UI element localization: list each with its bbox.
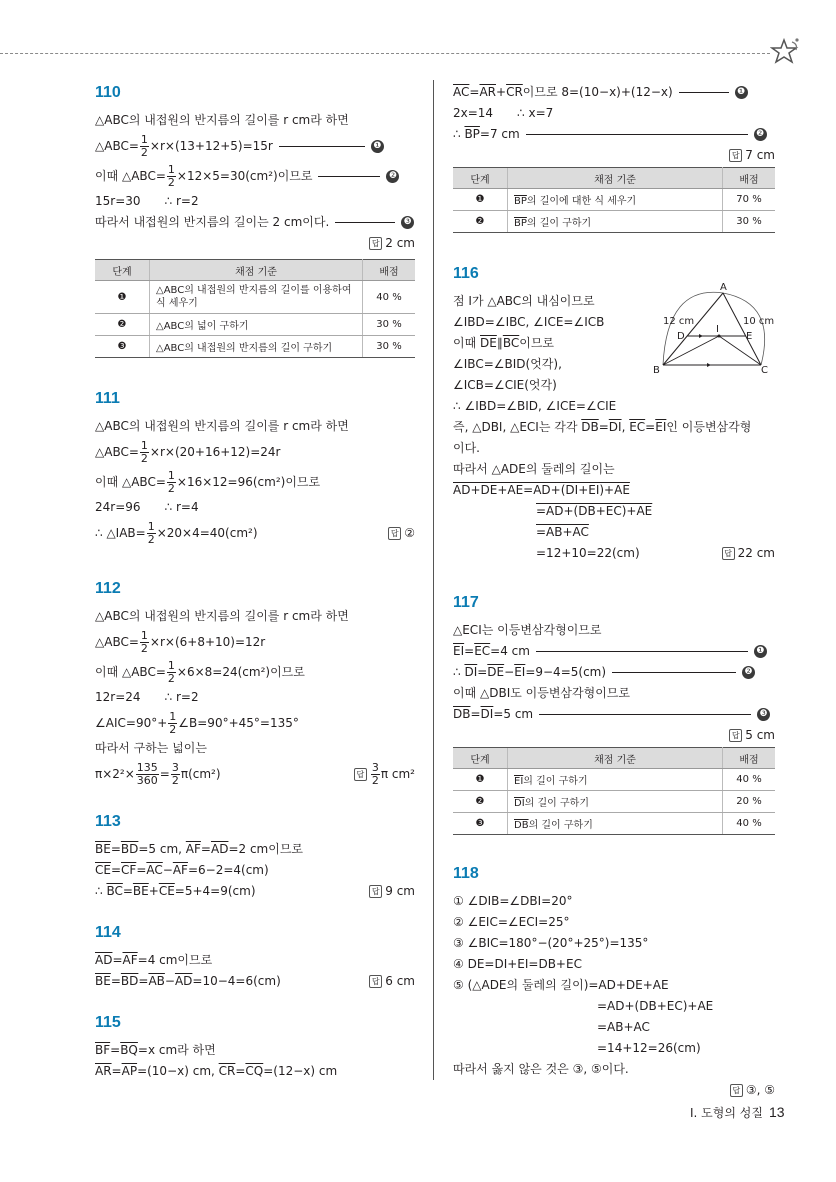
solution-line: 이때 $\overline{DE}\parallel\overline{BC}$이므로 xyxy=(453,336,555,350)
problem-number: 117 xyxy=(453,594,479,611)
solution-line: $\overline{EI}=\overline{EC}=4$ cm ❶ xyxy=(453,641,775,662)
segment-bi xyxy=(663,336,719,365)
solution-line: 따라서 구하는 넓이는 xyxy=(95,741,207,755)
page-number: 13 xyxy=(768,1104,785,1120)
solution-line: 24r=96 ∴ r=4 xyxy=(95,500,199,514)
problem-111 xyxy=(95,388,415,548)
solution-line: ∠AIC=90°+ $\frac{1}{2}$ ∠B=90°+45°=135° xyxy=(95,710,299,736)
table-row: ❶ $\overline{EI}$의 길이 구하기 40 % xyxy=(453,769,775,791)
column-divider xyxy=(433,80,434,1080)
label-d: D xyxy=(677,331,685,342)
solution-line: ③ ∠BIC=180°−(20°+25°)=135° xyxy=(453,936,649,950)
solution-line: =12+10=22(cm) 답 22 cm xyxy=(453,543,775,564)
grading-table: 단계 채점 기준 배점 ❶ △ABC의 내접원의 반지름의 길이를 이용하여 식 세우기 40 % ❷ △ABC의 넓이 구하기 30 % ❸ △ABC의 내접원의 반지름의 길이 구하기 30 % xyxy=(95,259,415,358)
fraction: $\frac{1}{2}$ xyxy=(167,163,175,189)
solution-line: AD+DE+AE=AD+(DI+EI)+AE xyxy=(453,483,630,497)
step-marker: ❸ xyxy=(757,708,770,721)
problem-115-continued xyxy=(453,82,775,233)
answer: 답 2 cm xyxy=(95,233,415,253)
table-row: ❶ △ABC의 내접원의 반지름의 길이를 이용하여 식 세우기 40 % xyxy=(95,281,415,314)
solution-line: $\overline{CE}=\overline{CF}=\overline{AC}-\overline{AF}=6-2=4(cm)$ xyxy=(95,863,269,877)
label-i: I xyxy=(716,324,719,335)
table-row: ❷ △ABC의 넓이 구하기 30 % xyxy=(95,314,415,336)
left-column xyxy=(95,82,415,1082)
solution-line: ∴ △IAB= $\frac{1}{2}$ ×20×4=40(cm²) 답 ② xyxy=(95,520,415,546)
answer-icon: 답 xyxy=(354,768,367,781)
solution-line: $\overline{AD}=\overline{AF}=4$ cm이므로 xyxy=(95,953,213,967)
answer-icon: 답 xyxy=(388,527,401,540)
problem-number: 110 xyxy=(95,84,121,101)
leader-line xyxy=(539,714,751,715)
table-row: ❸ △ABC의 내접원의 반지름의 길이 구하기 30 % xyxy=(95,336,415,358)
solution-line: 따라서 △ADE의 둘레의 길이는 xyxy=(453,462,615,476)
solution-line: $\overline{DB}=\overline{DI}=5$ cm ❸ xyxy=(453,704,775,725)
solution-line: ② ∠EIC=∠ECI=25° xyxy=(453,915,570,929)
solution-line: ④ DE=DI+EI=DB+EC xyxy=(453,957,582,971)
right-column xyxy=(453,82,775,1100)
problem-number: 112 xyxy=(95,580,121,597)
label-ab-length: 12 cm xyxy=(663,316,695,327)
step-marker: ❷ xyxy=(742,666,755,679)
solution-line: ∠ICB=∠CIE(엇각) xyxy=(453,378,557,392)
solution-line: $\overline{BE}=\overline{BD}=\overline{AB}-\overline{AD}=10-4=6(cm)$ 답 6 cm xyxy=(95,971,415,992)
table-row: ❶ $\overline{BP}$의 길이에 대한 식 세우기 70 % xyxy=(453,189,775,211)
solution-line: △ABC의 내접원의 반지름의 길이를 r cm라 하면 xyxy=(95,609,349,623)
answer-icon: 답 xyxy=(730,1084,743,1097)
answer: 답 7 cm xyxy=(453,145,775,165)
solution-line: 이때 △ABC= $\frac{1}{2}$ ×6×8=24(cm²)이므로 xyxy=(95,659,305,685)
solution-line: ∠IBD=∠IBC, ∠ICE=∠ICB xyxy=(453,315,605,329)
solution-line: =14+12=26(cm) xyxy=(597,1041,701,1055)
label-e: E xyxy=(746,331,753,342)
leader-line xyxy=(679,92,729,93)
step-marker: ❶ xyxy=(735,86,748,99)
chapter-label: Ⅰ. 도형의 성질 xyxy=(690,1106,763,1120)
problem-number: 116 xyxy=(453,265,479,282)
circumcircle-arc xyxy=(663,292,765,365)
leader-line xyxy=(536,651,748,652)
answer-icon: 답 xyxy=(369,237,382,250)
step-marker: ❶ xyxy=(371,140,384,153)
table-row: ❷ $\overline{DI}$의 길이 구하기 20 % xyxy=(453,791,775,813)
fraction: $\frac{3}{2}$ xyxy=(371,761,379,787)
page-footer xyxy=(690,1104,785,1121)
leader-line xyxy=(612,672,736,673)
solution-line: ∴ $\overline{BC}=\overline{BE}+\overline{CE}=5+4=9(cm)$ 답 9 cm xyxy=(95,881,415,902)
solution-line: =AD+(DB+EC)+AE xyxy=(597,999,714,1013)
table-row: ❷ $\overline{BP}$의 길이 구하기 30 % xyxy=(453,211,775,233)
triangle-figure xyxy=(649,283,777,383)
solution-line: =AB+AC xyxy=(536,525,589,539)
label-ac-length: 10 cm xyxy=(743,316,775,327)
solution-line: =AD+(DB+EC)+AE xyxy=(536,504,653,518)
step-marker: ❶ xyxy=(754,645,767,658)
solution-line: 이때 △ABC= $\frac{1}{2}$ ×12×5=30(cm²)이므로 ❷ xyxy=(95,161,415,191)
fraction: $\frac{1}{2}$ xyxy=(140,439,148,465)
answer: 답 9 cm xyxy=(369,881,415,902)
fraction: $\frac{1}{2}$ xyxy=(167,469,175,495)
solution-line: $\overline{AR}=\overline{AP}=(10-x)$ cm, $\overline{CR}=\overline{CQ}=(12-x)$ cm xyxy=(95,1064,338,1078)
top-dashed-rule xyxy=(0,53,770,54)
solution-line: π×2²× $\frac{135}{360}$ = $\frac{3}{2}$ π(cm²) 답 $\frac{3}{2}$ π cm² xyxy=(95,761,415,787)
solution-line: ∴ $\overline{BP}=7$ cm ❷ xyxy=(453,124,775,145)
solution-line: ∴ ∠IBD=∠BID, ∠ICE=∠CIE xyxy=(453,399,617,413)
solution-line: $\overline{BF}=\overline{BQ}=x$ cm라 하면 xyxy=(95,1043,216,1057)
solution-line: ∠IBC=∠BID(엇각), xyxy=(453,357,562,371)
solution-line: △ABC= $\frac{1}{2}$ ×r×(13+12+5)=15r ❶ xyxy=(95,131,415,161)
label-a: A xyxy=(720,283,727,293)
fraction: $\frac{1}{2}$ xyxy=(147,520,155,546)
fraction: $\frac{1}{2}$ xyxy=(167,659,175,685)
answer-icon: 답 xyxy=(369,975,382,988)
problem-number: 111 xyxy=(95,390,120,407)
solution-line: =AB+AC xyxy=(597,1020,650,1034)
table-row: ❸ $\overline{DB}$의 길이 구하기 40 % xyxy=(453,813,775,835)
solution-line: $\overline{BE}=\overline{BD}=5$ cm, $\overline{AF}=\overline{AD}=2$ cm이므로 xyxy=(95,842,304,856)
fraction: $\frac{135}{360}$ xyxy=(136,761,158,787)
solution-line: 따라서 옳지 않은 것은 ③, ⑤이다. xyxy=(453,1062,629,1076)
solution-line: 이때 △ABC= $\frac{1}{2}$ ×16×12=96(cm²)이므로 xyxy=(95,469,321,495)
leader-line xyxy=(335,222,395,223)
fraction: $\frac{1}{2}$ xyxy=(140,629,148,655)
problem-118 xyxy=(453,863,775,1100)
problem-114 xyxy=(95,922,415,992)
step-marker: ❷ xyxy=(386,170,399,183)
problem-number: 113 xyxy=(95,813,121,830)
problem-number: 115 xyxy=(95,1014,121,1031)
segment-ci xyxy=(719,336,761,365)
fraction: $\frac{3}{2}$ xyxy=(171,761,179,787)
solution-line: 12r=24 ∴ r=2 xyxy=(95,690,199,704)
answer: 답 ② xyxy=(388,518,415,548)
solution-line: △ABC의 내접원의 반지름의 길이를 r cm라 하면 xyxy=(95,113,349,127)
leader-line xyxy=(279,146,365,147)
fraction: $\frac{1}{2}$ xyxy=(169,710,177,736)
solution-line: △ABC의 내접원의 반지름의 길이를 r cm라 하면 xyxy=(95,419,349,433)
leader-line xyxy=(318,176,380,177)
step-marker: ❸ xyxy=(401,216,414,229)
answer: 답 ③, ⑤ xyxy=(453,1080,775,1100)
solution-line: △ABC= $\frac{1}{2}$ ×r×(20+16+12)=24r xyxy=(95,439,281,465)
solution-line: 즉, △DBI, △ECI는 각각 $\overline{DB}=\overline{DI}$, $\overline{EC}=\overline{EI}$인 이등변삼각형 xyxy=(453,420,752,434)
answer: 답 22 cm xyxy=(722,543,775,564)
solution-line: △ABC= $\frac{1}{2}$ ×r×(6+8+10)=12r xyxy=(95,629,266,655)
solution-line: 15r=30 ∴ r=2 xyxy=(95,194,199,208)
problem-number: 118 xyxy=(453,865,479,882)
parallel-marks xyxy=(699,334,711,367)
leader-line xyxy=(526,134,748,135)
answer-icon: 답 xyxy=(729,729,742,742)
grading-table: 단계 채점 기준 배점 ❶ $\overline{BP}$의 길이에 대한 식 세우기 70 % ❷ $\overline{BP}$의 길이 구하기 30 % xyxy=(453,167,775,233)
problem-117 xyxy=(453,592,775,835)
solution-line: ∴ $\overline{DI}=\overline{DE}-\overline{EI}=9-4=5(cm)$ ❷ xyxy=(453,662,775,683)
problem-110 xyxy=(95,82,415,358)
solution-line: $\overline{AC}=\overline{AR}+\overline{CR}$이므로 8=(10−x)+(12−x) ❶ xyxy=(453,82,775,103)
solution-line: 이다. xyxy=(453,441,480,455)
problem-116 xyxy=(453,263,775,564)
solution-line: 2x=14 ∴ x=7 xyxy=(453,106,554,120)
answer-icon: 답 xyxy=(729,149,742,162)
problem-number: 114 xyxy=(95,924,121,941)
solution-line: 따라서 내접원의 반지름의 길이는 2 cm이다. ❸ xyxy=(95,212,415,233)
answer: 답 5 cm xyxy=(453,725,775,745)
star-icon xyxy=(770,36,802,68)
label-c: C xyxy=(761,365,768,376)
answer-icon: 답 xyxy=(722,547,735,560)
solution-line: ① ∠DIB=∠DBI=20° xyxy=(453,894,573,908)
solution-line: △ECI는 이등변삼각형이므로 xyxy=(453,623,602,637)
solution-line: 이때 △DBI도 이등변삼각형이므로 xyxy=(453,686,630,700)
side-ab xyxy=(663,293,723,365)
answer: 답 6 cm xyxy=(369,971,415,992)
fraction: $\frac{1}{2}$ xyxy=(140,133,148,159)
side-ac xyxy=(723,293,761,365)
answer-icon: 답 xyxy=(369,885,382,898)
problem-113 xyxy=(95,811,415,902)
solution-line: 점 I가 △ABC의 내심이므로 xyxy=(453,294,595,308)
step-marker: ❷ xyxy=(754,128,767,141)
grading-table: 단계 채점 기준 배점 ❶ $\overline{EI}$의 길이 구하기 40 % ❷ $\overline{DI}$의 길이 구하기 20 % ❸ $\overline{DB}$의 길이 구하기 40 % xyxy=(453,747,775,835)
problem-112 xyxy=(95,578,415,789)
solution-line: ⑤ (△ADE의 둘레의 길이)=AD+DE+AE xyxy=(453,978,669,992)
problem-115 xyxy=(95,1012,415,1082)
answer: 답 $\frac{3}{2}$ π cm² xyxy=(354,759,415,789)
label-b: B xyxy=(653,365,660,376)
